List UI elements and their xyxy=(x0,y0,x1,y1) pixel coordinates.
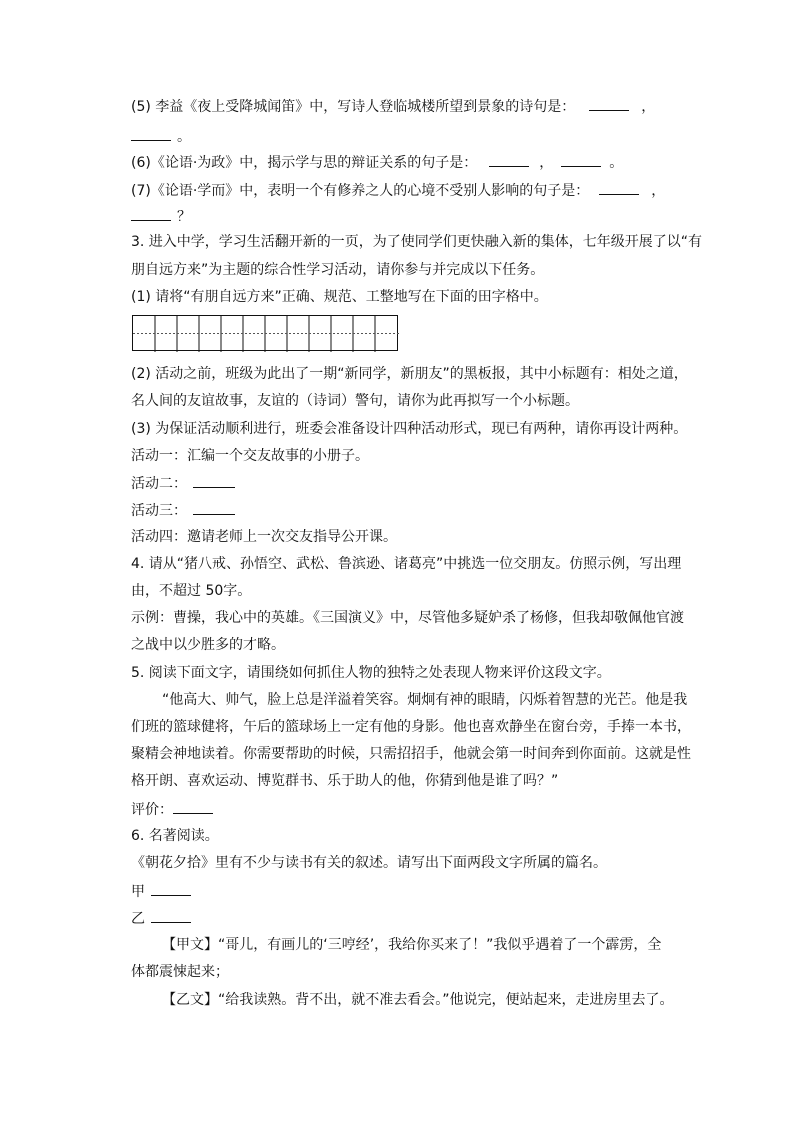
tianzige-grid[interactable] xyxy=(132,315,398,351)
question-5-prompt: 5. 阅读下面文字，请围绕如何抓住人物的独特之处表现人物来评价这段文字。 xyxy=(131,665,611,681)
activity-1: 活动一：汇编一个交友故事的小册子。 xyxy=(131,448,369,464)
jiawen-line-2: 体都震悚起来； xyxy=(131,964,229,980)
question-6-line: (6)《论语·为政》中，揭示学与思的辩证关系的句子是： ， 。 xyxy=(131,152,623,173)
question-3-line-1: 3. 进入中学，学习生活翻开新的一页，为了使同学们更快融入新的集体，七年级开展了以“有 xyxy=(131,234,703,250)
passage-line-3: 聚精会神地读着。你需要帮助的时候，只需招招手，他就会第一时间奔到你面前。这就是性 xyxy=(131,746,691,762)
question-text: (7)《论语·学而》中，表明一个有修养之人的心境不受别人影响的句子是： xyxy=(131,183,590,199)
answer-blank[interactable] xyxy=(193,500,235,515)
grid-lines xyxy=(133,316,399,352)
question-5-line-2: 。 xyxy=(131,126,191,147)
answer-blank[interactable] xyxy=(489,152,529,167)
question-4-line-2: 由，不超过 50字。 xyxy=(131,583,252,599)
activity-3: 活动三： xyxy=(131,500,235,521)
answer-blank[interactable] xyxy=(599,180,639,195)
answer-blank[interactable] xyxy=(589,96,629,111)
yiwen-line: 【乙文】“给我读熟。背不出，就不准去看会。”他说完，便站起来，走进房里去了。 xyxy=(162,992,674,1008)
question-7-line-2: ？ xyxy=(131,206,191,227)
answer-blank[interactable] xyxy=(193,473,235,488)
question-7-line-1: (7)《论语·学而》中，表明一个有修养之人的心境不受别人影响的句子是： ， xyxy=(131,180,665,201)
answer-blank[interactable] xyxy=(151,908,191,923)
question-3-line-2: 朋自远方来”为主题的综合性学习活动，请你参与并完成以下任务。 xyxy=(131,262,545,278)
answer-jia: 甲 xyxy=(131,881,191,902)
question-5-line-1: (5) 李益《夜上受降城闻笛》中，写诗人登临城楼所望到景象的诗句是： ， xyxy=(131,96,655,117)
answer-blank[interactable] xyxy=(131,126,171,141)
answer-blank[interactable] xyxy=(151,881,191,896)
question-4-line-1: 4. 请从“猪八戒、孙悟空、武松、鲁滨逊、诸葛亮”中挑选一位交朋友。仿照示例，写出理 xyxy=(131,556,682,572)
jiawen-line-1: 【甲文】“哥儿，有画儿的‘三哼经’，我给你买来了！”我似乎遇着了一个霹雳，全 xyxy=(162,937,662,953)
answer-yi: 乙 xyxy=(131,908,191,929)
question-6-prompt: 《朝花夕拾》里有不少与读书有关的叙述。请写出下面两段文字所属的篇名。 xyxy=(131,855,607,871)
activity-2: 活动二： xyxy=(131,473,235,494)
evaluation-line: 评价： xyxy=(131,799,213,820)
question-6-heading: 6. 名著阅读。 xyxy=(131,828,219,844)
answer-blank[interactable] xyxy=(561,152,601,167)
question-3-sub-3: (3) 为保证活动顺利进行，班委会准备设计四种活动形式，现已有两种，请你再设计两种。 xyxy=(131,421,688,437)
question-4-example-2: 之战中以少胜多的才略。 xyxy=(131,637,285,653)
question-text: (5) 李益《夜上受降城闻笛》中，写诗人登临城楼所望到景象的诗句是： xyxy=(131,99,576,115)
activity-4: 活动四：邀请老师上一次交友指导公开课。 xyxy=(131,529,397,545)
passage-line-1: “他高大、帅气，脸上总是洋溢着笑容。炯炯有神的眼睛，闪烁着智慧的光芒。他是我 xyxy=(162,692,688,708)
passage-line-4: 格开朗、喜欢运动、博览群书、乐于助人的他，你猜到他是谁了吗？” xyxy=(131,773,559,789)
question-text: (6)《论语·为政》中，揭示学与思的辩证关系的句子是： xyxy=(131,155,478,171)
answer-blank[interactable] xyxy=(173,799,213,814)
passage-line-2: 们班的篮球健将，午后的篮球场上一定有他的身影。他也喜欢静坐在窗台旁，手捧一本书， xyxy=(131,719,691,735)
question-4-example-1: 示例：曹操，我心中的英雄。《三国演义》中，尽管他多疑妒杀了杨修，但我却敬佩他官渡 xyxy=(131,610,684,626)
answer-blank[interactable] xyxy=(131,206,171,221)
question-3-sub-1: (1) 请将“有朋自远方来”正确、规范、工整地写在下面的田字格中。 xyxy=(131,289,548,305)
question-3-sub-2-line-2: 名人间的友谊故事，友谊的（诗词）警句，请你为此再拟写一个小标题。 xyxy=(131,393,579,409)
question-3-sub-2-line-1: (2) 活动之前，班级为此出了一期“新同学，新朋友”的黑板报，其中小标题有：相处之道， xyxy=(131,366,688,382)
